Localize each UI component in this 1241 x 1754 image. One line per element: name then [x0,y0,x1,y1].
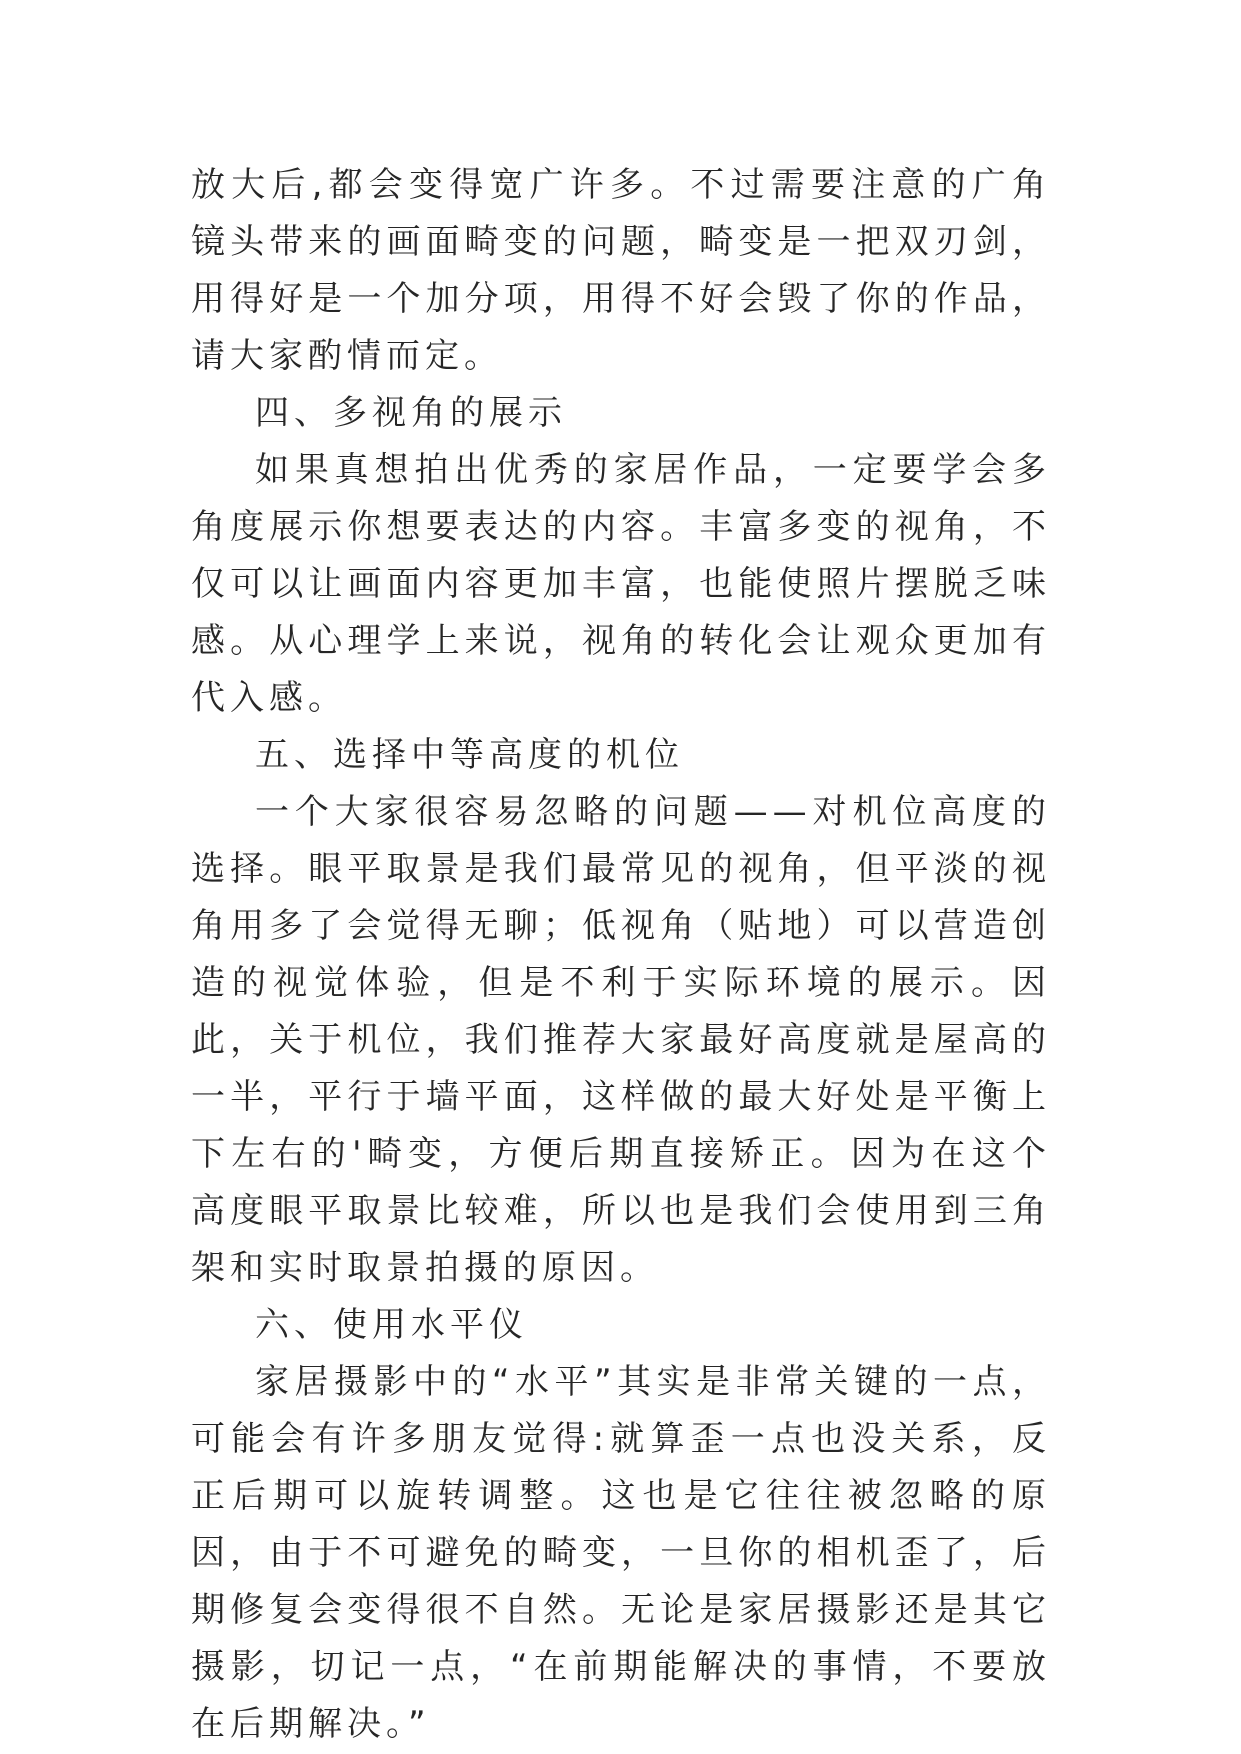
section-heading-6-spirit-level: 六、使用水平仪 [255,1305,528,1345]
paragraph-continued-wide-angle: 放大后,都会变得宽广许多。不过需要注意的广角镜头带来的画面畸变的问题，畸变是一把双刃剑，用得好是一个加分项，用得不好会毁了你的作品，请大家酌情而定。 [191,165,1051,376]
section-heading-4-multi-angle: 四、多视角的展示 [255,393,567,433]
section-heading-5-camera-height: 五、选择中等高度的机位 [255,735,684,775]
paragraph-multi-angle: 如果真想拍出优秀的家居作品，一定要学会多角度展示你想要表达的内容。丰富多变的视角，不仅可以让画面内容更加丰富，也能使照片摆脱乏味感。从心理学上来说，视角的转化会让观众更加有代入感。 [191,450,1051,718]
paragraph-spirit-level: 家居摄影中的“水平”其实是非常关键的一点，可能会有许多朋友觉得:就算歪一点也没关系，反正后期可以旋转调整。这也是它往往被忽略的原因，由于不可避免的畸变，一旦你的相机歪了，后期修复会变得很不自然。无论是家居摄影还是其它摄影，切记一点，“在前期能解决的事情，不要放在后期解决。” [191,1362,1051,1744]
paragraph-camera-height: 一个大家很容易忽略的问题——对机位高度的选择。眼平取景是我们最常见的视角，但平淡的视角用多了会觉得无聊；低视角（贴地）可以营造创造的视觉体验，但是不利于实际环境的展示。因此，关于机位，我们推荐大家最好高度就是屋高的一半，平行于墙平面，这样做的最大好处是平衡上下左右的'畸变，方便后期直接矫正。因为在这个高度眼平取景比较难，所以也是我们会使用到三角架和实时取景拍摄的原因。 [191,792,1051,1288]
document-body [191,157,1051,1753]
